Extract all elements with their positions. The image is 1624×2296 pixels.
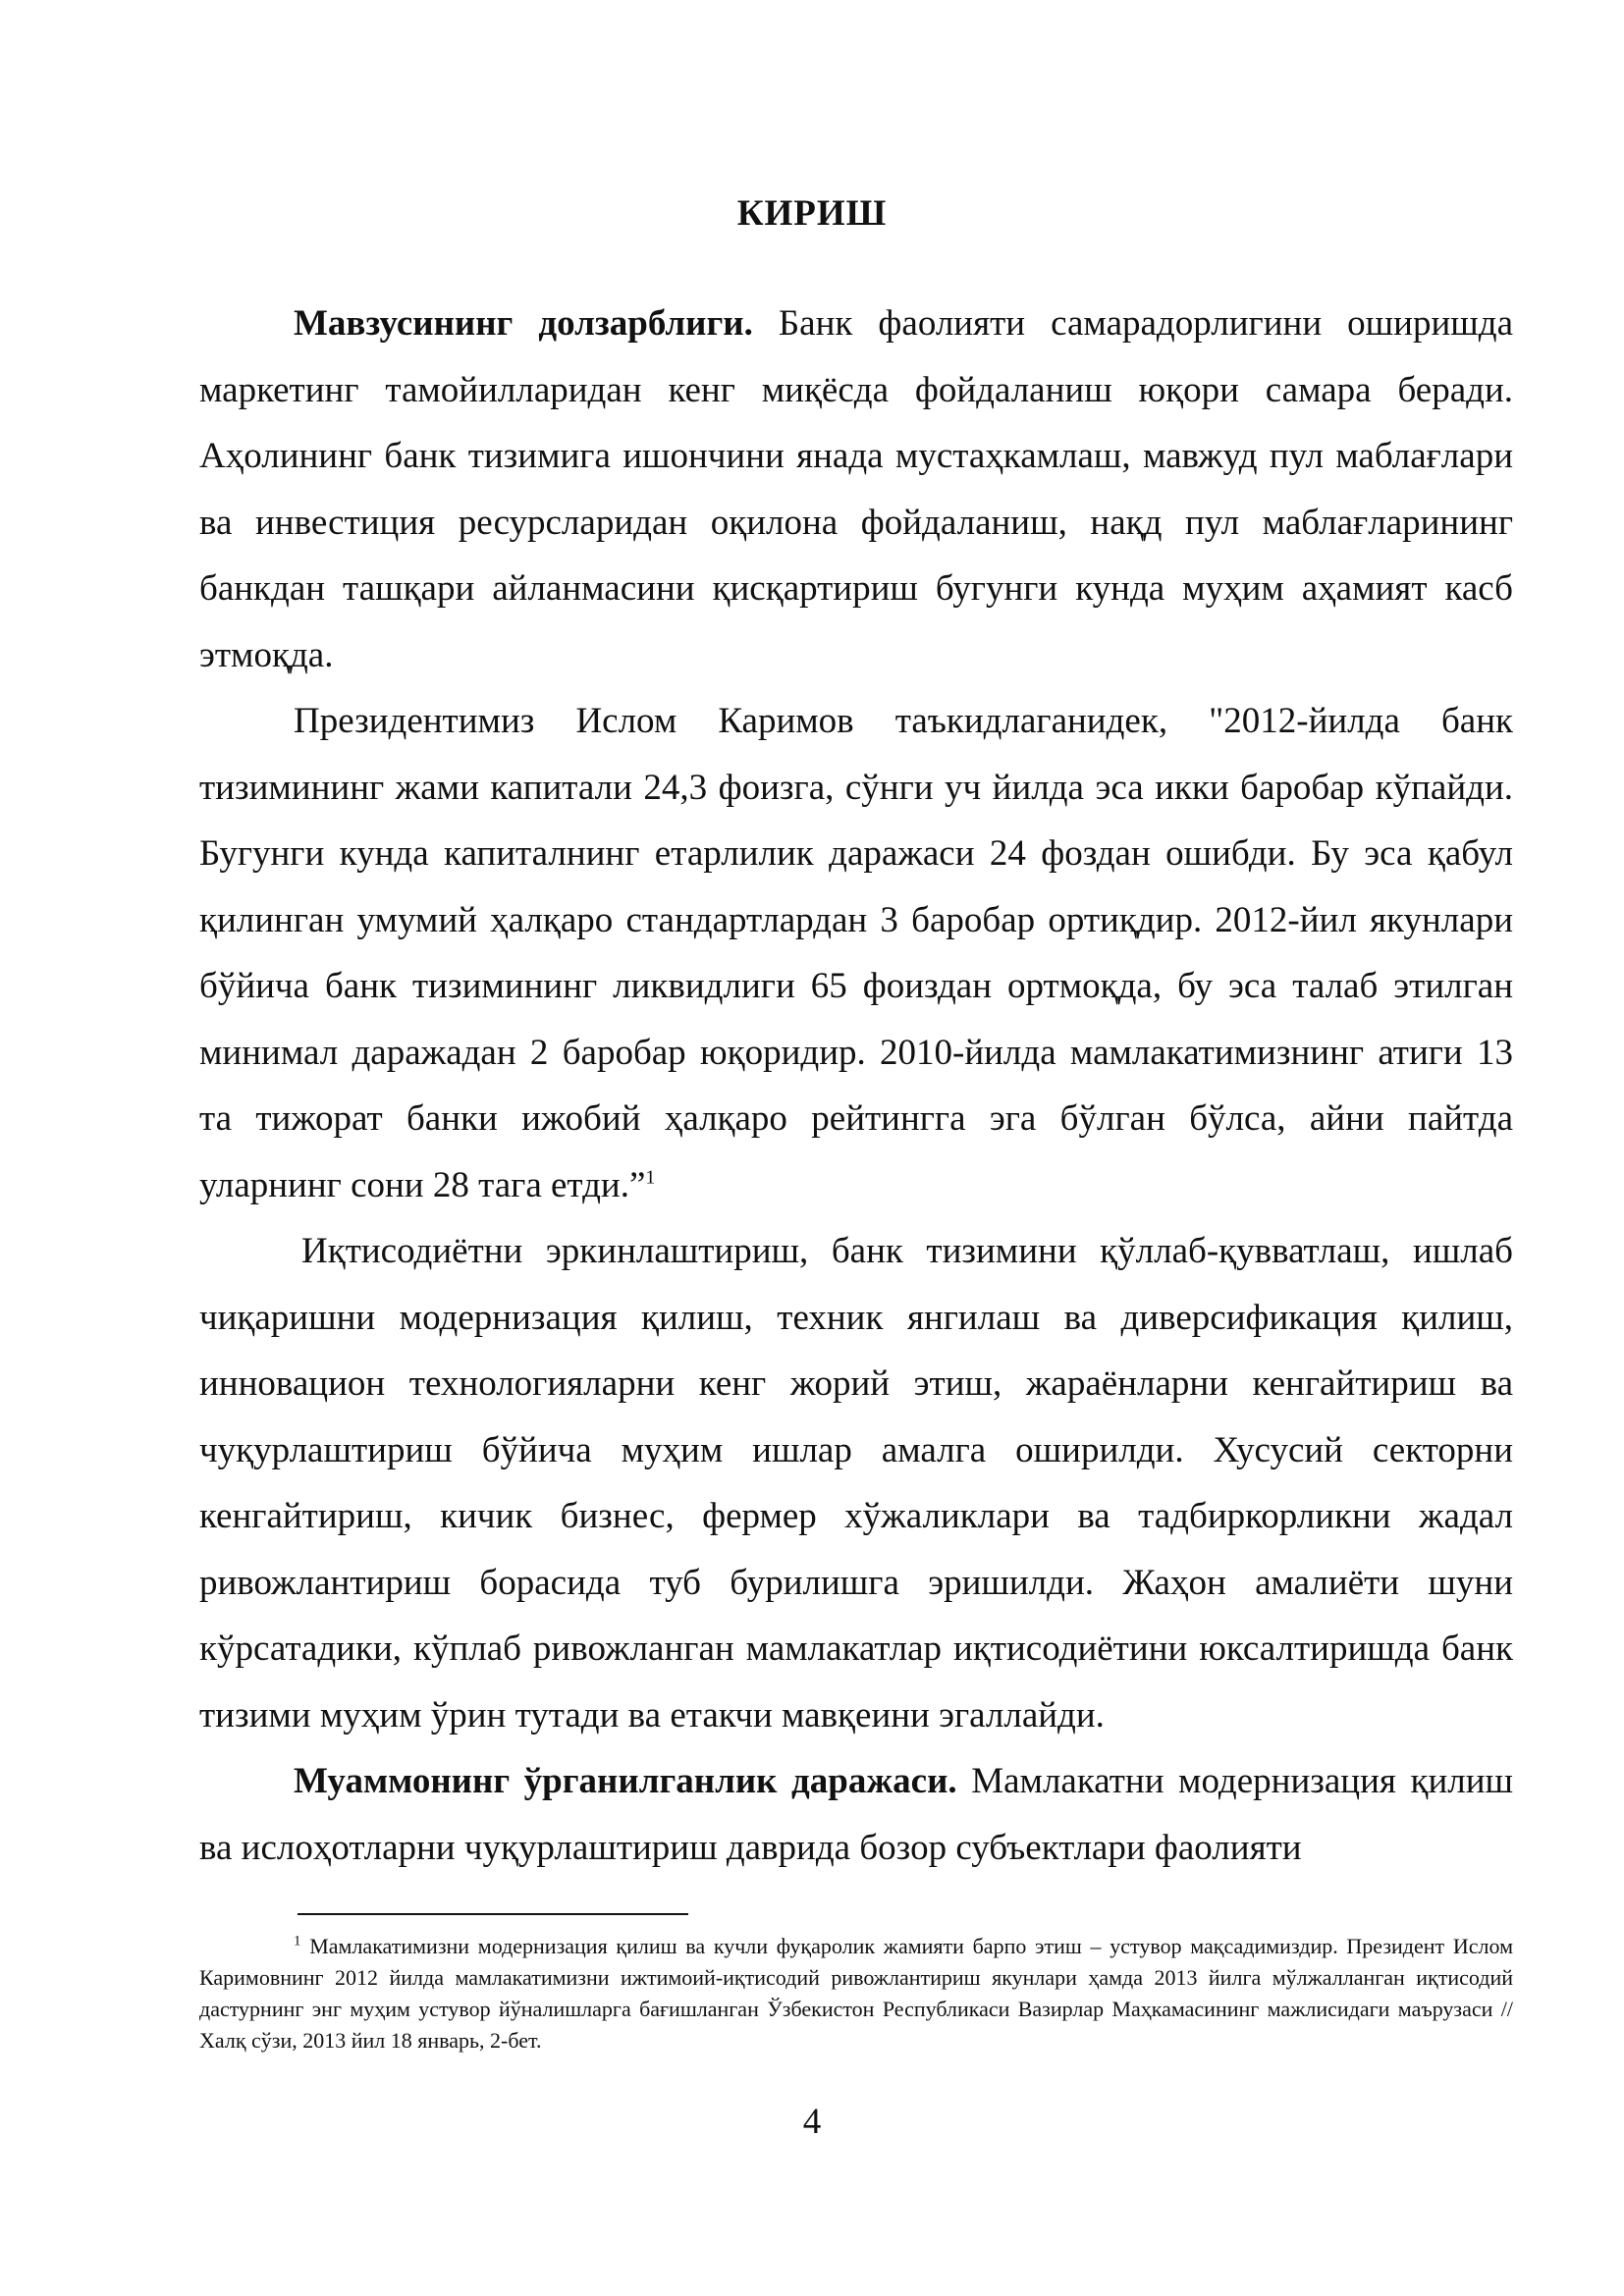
paragraph-text-president-quote: Президентимиз Ислом Каримов таъкидлаганидек, "2012-йилда банк тизимининг жами капитали 24,3 фоизга, сўнги уч йилда эса икки баробар кўпайди. Бугунги кунда капиталнинг етарлилик даражаси 24 фоздан ошибди. Бу эса қабул қилинган умумий ҳалқаро стандартлардан 3 баробар ортиқдир. 2012-йил якунлари бўйича банк тизимининг ликвидлиги 65 фоиздан ортмоқда, бу эса талаб этилган минимал даражадан 2 баробар юқоридир. 2010-йилда мамлакатимизнинг атиги 13 та тижорат банки ижобий ҳалқаро рейтингга эга бўлган бўлса, айни пайтда уларнинг сони 28 тага етди.” (199, 701, 1513, 1205)
footnote-reference[interactable]: 1 (645, 1166, 656, 1189)
section-heading: КИРИШ (736, 193, 888, 234)
paragraph-text-problem-study: Мамлакатни модернизация қилиш ва ислоҳотларни чуқурлаштириш даврида бозор субъектлари фаолияти (199, 1761, 1513, 1868)
paragraph-problem-study (199, 1748, 1513, 1881)
paragraph-lead-relevance: Мавзусининг долзарблиги. (294, 303, 753, 344)
paragraph-lead-problem-study: Муаммонинг ўрганилганлик даражаси. (294, 1761, 957, 1801)
paragraph-economy (199, 1218, 1513, 1748)
footnote (199, 1931, 1513, 2056)
body-text (199, 291, 1513, 1881)
paragraph-president-quote (199, 688, 1513, 1218)
footnote-marker: 1 (294, 1933, 301, 1949)
paragraph-text-economy: Иқтисодиётни эркинлаштириш, банк тизимини қўллаб-қувватлаш, ишлаб чиқаришни модернизация қилиш, техник янгилаш ва диверсификация қилиш, инновацион технологияларни кенг жорий этиш, жараёнларни кенгайтириш ва чуқурлаштириш бўйича муҳим ишлар амалга оширилди. Хусусий секторни кенгайтириш, кичик бизнес, фермер хўжаликлари ва тадбиркорликни жадал ривожлантириш борасида туб бурилишга эришилди. Жаҳон амалиёти шуни кўрсатадики, кўплаб ривожланган мамлакатлар иқтисодиётини юксалтиришда банк тизими муҳим ўрин тутади ва етакчи мавқеини эгаллайди. (199, 1231, 1513, 1735)
footnote-separator (298, 1913, 688, 1915)
paragraph-text-relevance: Банк фаолияти самарадорлигини оширишда маркетинг тамойилларидан кенг миқёсда фойдаланиш юқори самара беради. Аҳолининг банк тизимига ишончини янада мустаҳкамлаш, мавжуд пул маблағлари ва инвестиция ресурсларидан оқилона фойдаланиш, нақд пул маблағларининг банкдан ташқари айланмасини қисқартириш бугунги кунда муҳим аҳамият касб этмоқда. (199, 303, 1513, 675)
footnote-text: Мамлакатимизни модернизация қилиш ва кучли фуқаролик жамияти барпо этиш – устувор мақсадимиздир. Президент Ислом Каримовнинг 2012 йилда мамлакатимизни ижтимоий-иқтисодий ривожлантириш якунлари ҳамда 2013 йилга мўлжалланган иқтисодий дастурнинг энг муҳим устувор йўналишларга бағишланган Ўзбекистон Республикаси Вазирлар Маҳкамасининг мажлисидаги маърузаси // Халқ сўзи, 2013 йил 18 январь, 2-бет. (199, 1934, 1513, 2053)
page-number: 4 (802, 2102, 822, 2142)
paragraph-relevance (199, 291, 1513, 688)
